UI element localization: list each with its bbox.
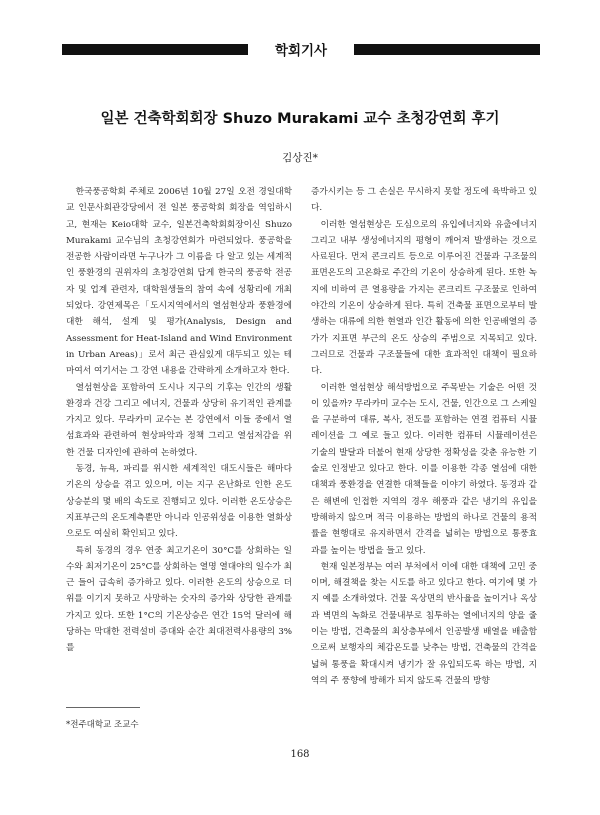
body-column-right [311,184,537,689]
paragraph: 증가시키는 등 그 손실은 무시하지 못할 정도에 육박하고 있다. [311,187,537,214]
paragraph: 동경, 뉴욕, 파리를 위시한 세계적인 대도시들은 해마다 기온의 상승을 겪고 있으며, 이는 지구 온난화로 인한 온도상승분의 몇 배의 속도로 진행되고 있다. 이러한 온도상승은 지표부근의 온도계측뿐만 아니라 인공위성을 이용한 열화상으로도 여실히 확인되고 있다. [66,464,292,540]
header-bar-left [62,44,248,55]
body-column-left [66,184,292,657]
paragraph: 한국풍공학회 주체로 2006년 10월 27일 오전 경일대학교 인문사회관강당에서 전 일본 풍공학회 회장을 역임하시고, 현재는 Keio대학 교수, 일본건축학회회장이신 Shuzo Murakami 교수님의 초청강연회가 마련되었다. 풍공학을 전공한 사람이라면 누구나가 그 이름을 다 알고 있는 세계적인 풍환경의 권위자의 초청강연회 답게 한국의 풍공학 전공자 및 업계 관련자, 대학원생들의 참여 속에 성황리에 개최되었다. 강연제목은「도시지역에서의 열섬현상과 풍환경에 대한 해석, 설계 및 평가(Analysis, Design and Assessment for Heat-Island and Wind Environment in Urban Areas)」로서 최근 관심있게 대두되고 있는 테마여서 여기서는 그 강연 내용을 간략하게 소개하고자 한다. [66,187,292,377]
footnote: *전주대학교 조교수 [66,720,139,730]
paragraph: 열섬현상을 포함하여 도시나 지구의 기후는 인간의 생활환경과 건강 그리고 에너지, 건물과 상당히 유기적인 관계를 가지고 있다. 무라카미 교수는 본 강연에서 이들 중에서 열섬효과와 관련하여 현상파악과 정책 그리고 열섬저감을 위한 건물 디자인에 관하여 논하였다. [66,382,292,458]
article-author: 김상진* [282,152,318,164]
paragraph: 특히 동경의 경우 연중 최고기온이 30°C를 상회하는 일수와 최저기온이 25°C를 상회하는 열명 열대야의 일수가 최근 들어 급속히 증가하고 있다. 이러한 온도의 상승으로 더위를 이기지 못하고 사망하는 숫자의 증가와 상당한 관계를 가지고 있다. 또한 1°C의 기온상승은 연간 15억 달러에 해당하는 막대한 전력설비 증대와 순간 최대전력사용량의 3%를 [66,545,293,654]
section-label: 학회기사 [274,43,328,59]
section-header [62,43,540,59]
header-bar-right [354,44,540,55]
article-title: 일본 건축학회회장 Shuzo Murakami 교수 초청강연회 후기 [100,111,500,127]
paragraph: 현재 일본정부는 여러 부처에서 이에 대한 대책에 고민 중이며, 해결책을 찾는 시도를 하고 있다고 한다. 여기에 몇 가지 예를 소개하였다. 건물 옥상면의 반사율을 높이거나 옥상과 벽면의 녹화로 건물내부로 침투하는 열에너지의 양을 줄이는 방법, 건축물의 최상층부에서 인공발생 배열을 배출함으로써 보행자의 체감온도를 낮추는 방법, 건축물의 간격을 넓혀 통풍을 확대시켜 냉기가 잘 유입되도록 하는 방법, 지역의 주 풍향에 방해가 되지 않도록 건물의 방향 [311,561,537,686]
footnote-divider [66,707,140,708]
paragraph: 이러한 열섬현상은 도심으로의 유입에너지와 유출에너지 그리고 내부 생성에너지의 평형이 깨어져 발생하는 것으로 사료된다. 먼저 콘크리트 등으로 이루어진 건물과 구조물의 표면온도의 고온화로 주간의 기온이 상승하게 된다. 또한 녹지에 비하여 큰 열용량을 가지는 콘크리트 구조물로 인하여 야간의 기온이 상승하게 된다. 특히 건축물 표면으로부터 발생하는 대류에 의한 현열과 인간 활동에 의한 인공배열의 증가가 지표면 부근의 온도 상승의 주범으로 지목되고 있다. 그러므로 건물과 구조물들에 대한 효과적인 대책이 필요하다. [311,219,537,377]
page-number: 168 [290,749,310,760]
paragraph: 이러한 열섬현상 해석방법으로 주목받는 기술은 어떤 것이 있을까? 무라카미 교수는 도시, 건물, 인간으로 그 스케일을 구분하여 대류, 복사, 전도를 포함하는 연결 컴퓨터 시뮬레이션을 그 예로 들고 있다. 이러한 컴퓨터 시뮬레이션은 기술의 발달과 더불어 현재 상당한 정확성을 갖춘 유능한 기술로 인정받고 있다고 한다. 이를 이용한 각종 열섬에 대한 대책과 풍환경을 연결한 대책들을 이야기 하였다. 동경과 같은 해변에 인접한 지역의 경우 해풍과 같은 냉기의 유입을 방해하지 않으며 적극 이용하는 방법의 하나로 건물의 용적률을 현행대로 유지하면서 간격을 넓히는 방법으로 통풍효과를 높이는 방법을 들고 있다. [311,382,537,556]
